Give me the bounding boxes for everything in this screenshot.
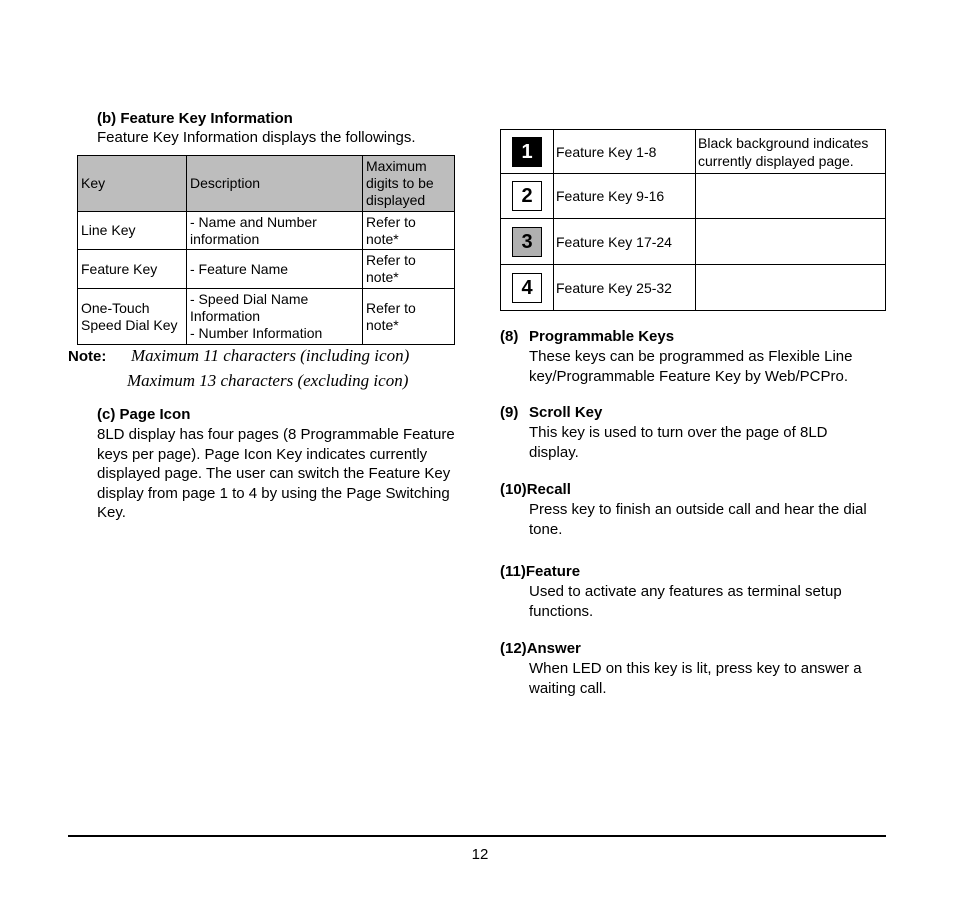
page-note-cell: Black background indicates currently displayed page. <box>696 130 886 174</box>
table-row <box>501 174 886 219</box>
item-8-text: These keys can be programmed as Flexible Line key/Programmable Feature Key by Web/PCPro. <box>529 348 853 385</box>
table-header-row <box>78 156 455 212</box>
section-c-text: 8LD display has four pages (8 Programmable Feature keys per page). Page Icon Key indicates currently displayed page. The user can switch the Feature Key display from page 1 to 4 by using the Page Switching Key. <box>97 426 455 521</box>
item-number: (8) <box>500 328 519 345</box>
item-number: (9) <box>500 404 519 421</box>
table-cell-description: - Name and Number information <box>187 212 363 250</box>
item-8-heading <box>500 328 674 345</box>
item-title: Scroll Key <box>529 404 603 421</box>
item-number: (10) <box>500 481 527 498</box>
page-range-cell: Feature Key 1-8 <box>554 130 696 174</box>
item-9-heading <box>500 404 602 421</box>
page-range-cell: Feature Key 9-16 <box>554 174 696 219</box>
note-line-1: Maximum 11 characters (including icon) <box>131 346 410 365</box>
table-header-description: Description <box>187 156 363 212</box>
table-cell-key: Line Key <box>78 212 187 250</box>
item-title: Recall <box>526 481 571 498</box>
page-range-cell: Feature Key 17-24 <box>554 219 696 265</box>
item-12-heading <box>500 640 581 657</box>
page-icon-table <box>500 129 886 311</box>
section-b-intro: Feature Key Information displays the followings. <box>97 129 416 146</box>
item-number: (12) <box>500 640 527 657</box>
item-number: (11) <box>500 563 526 580</box>
page-icon-cell <box>501 174 554 219</box>
page-1-icon: 1 <box>512 137 542 167</box>
section-b-heading: (b) Feature Key Information <box>97 110 293 127</box>
table-cell-max-digits: Refer to note* <box>363 250 455 289</box>
table-row <box>501 219 886 265</box>
page-icon-cell <box>501 219 554 265</box>
table-row <box>78 212 455 250</box>
page-note-cell <box>696 265 886 311</box>
table-cell-max-digits: Refer to note* <box>363 289 455 345</box>
item-11-text: Used to activate any features as terminal setup functions. <box>529 583 842 620</box>
item-10-text: Press key to finish an outside call and hear the dial tone. <box>529 501 867 538</box>
note-label: Note: <box>68 348 107 365</box>
table-header-max-digits: Maximum digits to be displayed <box>363 156 455 212</box>
table-cell-key: Feature Key <box>78 250 187 289</box>
page-icon-cell <box>501 265 554 311</box>
table-cell-key: One-Touch Speed Dial Key <box>78 289 187 345</box>
description-line: - Number Information <box>190 325 323 341</box>
page-number-text: 12 <box>471 846 489 863</box>
page-2-icon: 2 <box>512 181 542 211</box>
table-header-key: Key <box>78 156 187 212</box>
item-11-heading <box>500 563 580 580</box>
table-row <box>501 265 886 311</box>
table-row <box>501 130 886 174</box>
item-title: Answer <box>526 640 581 657</box>
item-9-text: This key is used to turn over the page of 8LD display. <box>529 424 828 461</box>
note-line-2: Maximum 13 characters (excluding icon) <box>127 371 409 390</box>
table-cell-description <box>187 289 363 345</box>
feature-key-table <box>77 155 455 345</box>
item-10-heading <box>500 481 571 498</box>
table-row <box>78 289 455 345</box>
page-number <box>0 846 954 863</box>
page-4-icon: 4 <box>512 273 542 303</box>
page-icon-cell <box>501 130 554 174</box>
page-note-cell <box>696 174 886 219</box>
item-title: Programmable Keys <box>529 328 675 345</box>
item-title: Feature <box>525 563 581 580</box>
footer-rule <box>68 835 886 837</box>
page-note-cell <box>696 219 886 265</box>
page-range-cell: Feature Key 25-32 <box>554 265 696 311</box>
description-line: - Speed Dial Name Information <box>190 291 309 324</box>
table-cell-description: - Feature Name <box>187 250 363 289</box>
table-cell-max-digits: Refer to note* <box>363 212 455 250</box>
page-3-icon: 3 <box>512 227 542 257</box>
table-row <box>78 250 455 289</box>
section-c-heading: (c) Page Icon <box>97 406 191 423</box>
item-12-text: When LED on this key is lit, press key to answer a waiting call. <box>529 660 862 697</box>
